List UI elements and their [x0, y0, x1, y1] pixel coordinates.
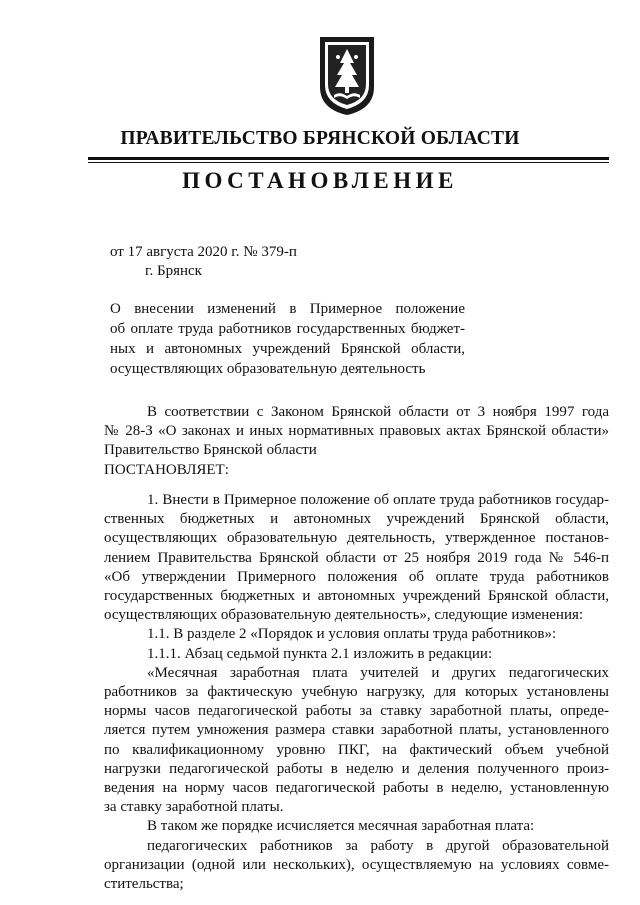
text-line: «Об утверждении Примерного положения об оплате труда работников [104, 568, 609, 585]
text-line: нормы часов педагогической работы за ставку заработной платы, опреде- [104, 703, 609, 720]
header-divider-thick [88, 157, 609, 160]
text-line: по квалификационному уровню ПКГ, на фактический объем учебной [104, 741, 609, 758]
header-divider-thin [88, 162, 609, 163]
preamble [104, 403, 609, 480]
government-title: ПРАВИТЕЛЬСТВО БРЯНСКОЙ ОБЛАСТИ [120, 128, 520, 149]
text-line: работников за фактическую учебную нагрузку, для которых установлены [104, 684, 609, 701]
text-line: педагогических работников за работу в другой образовательной [147, 837, 609, 854]
text-line: стительства; [104, 876, 184, 893]
text-line: 1.1.1. Абзац седьмой пункта 2.1 изложить в редакции: [147, 645, 493, 662]
text-line: за ставку заработной платы. [104, 799, 284, 816]
text-line: лением Правительства Брянской области от 25 ноября 2019 года № 546-п [104, 549, 609, 566]
text-line: 1. Внести в Примерное положение об оплате труда работников государ- [147, 492, 609, 508]
text-line: «Месячная заработная плата учителей и других педагогических [147, 664, 609, 681]
subject-line: ных и автономных учреждений Брянской области, [110, 341, 465, 357]
text-line: В таком же порядке исчисляется месячная заработная плата: [147, 818, 535, 835]
text-line: осуществляющих образовательную деятельность, утвержденное постанов- [104, 530, 609, 547]
text-line: осуществляющих образовательную деятельность», следующие изменения: [104, 607, 584, 624]
text-line: ляется путем умножения размера ставки заработной платы, установленного [104, 722, 609, 739]
document-type-title: ПОСТАНОВЛЕНИЕ [182, 168, 458, 193]
text-line: № 28-З «О законах и иных нормативных правовых актах Брянской области» [104, 423, 609, 440]
document-subject [110, 299, 465, 379]
text-line: государственных бюджетных и автономных учреждений Брянской области, [104, 588, 609, 605]
subject-line: осуществляющих образовательную деятельность [110, 361, 426, 377]
main-body [104, 491, 609, 894]
text-line: нагрузки педагогической работы в неделю и деления полученного произ- [104, 760, 609, 777]
text-line: ственных бюджетных и автономных учреждений Брянской области, [104, 511, 609, 528]
subject-line: об оплате труда работников государственных бюджет- [110, 321, 465, 337]
text-line: В соответствии с Законом Брянской области от 3 ноября 1997 года [147, 404, 609, 420]
text-line: ведения на норму часов педагогической работы в неделю, установленную [104, 780, 609, 797]
text-line: Правительство Брянской области [104, 442, 317, 459]
date-number-line: от 17 августа 2020 г. № 379-п [110, 244, 297, 260]
text-line: 1.1. В разделе 2 «Порядок и условия оплаты труда работников»: [147, 626, 557, 643]
subject-line: О внесении изменений в Примерное положение [110, 301, 465, 317]
city-line: г. Брянск [145, 263, 202, 279]
text-line: ПОСТАНОВЛЯЕТ: [104, 461, 229, 478]
coat-of-arms-icon [316, 33, 378, 117]
text-line: организации (одной или нескольких), осуществляемую на условиях совме- [104, 856, 609, 873]
